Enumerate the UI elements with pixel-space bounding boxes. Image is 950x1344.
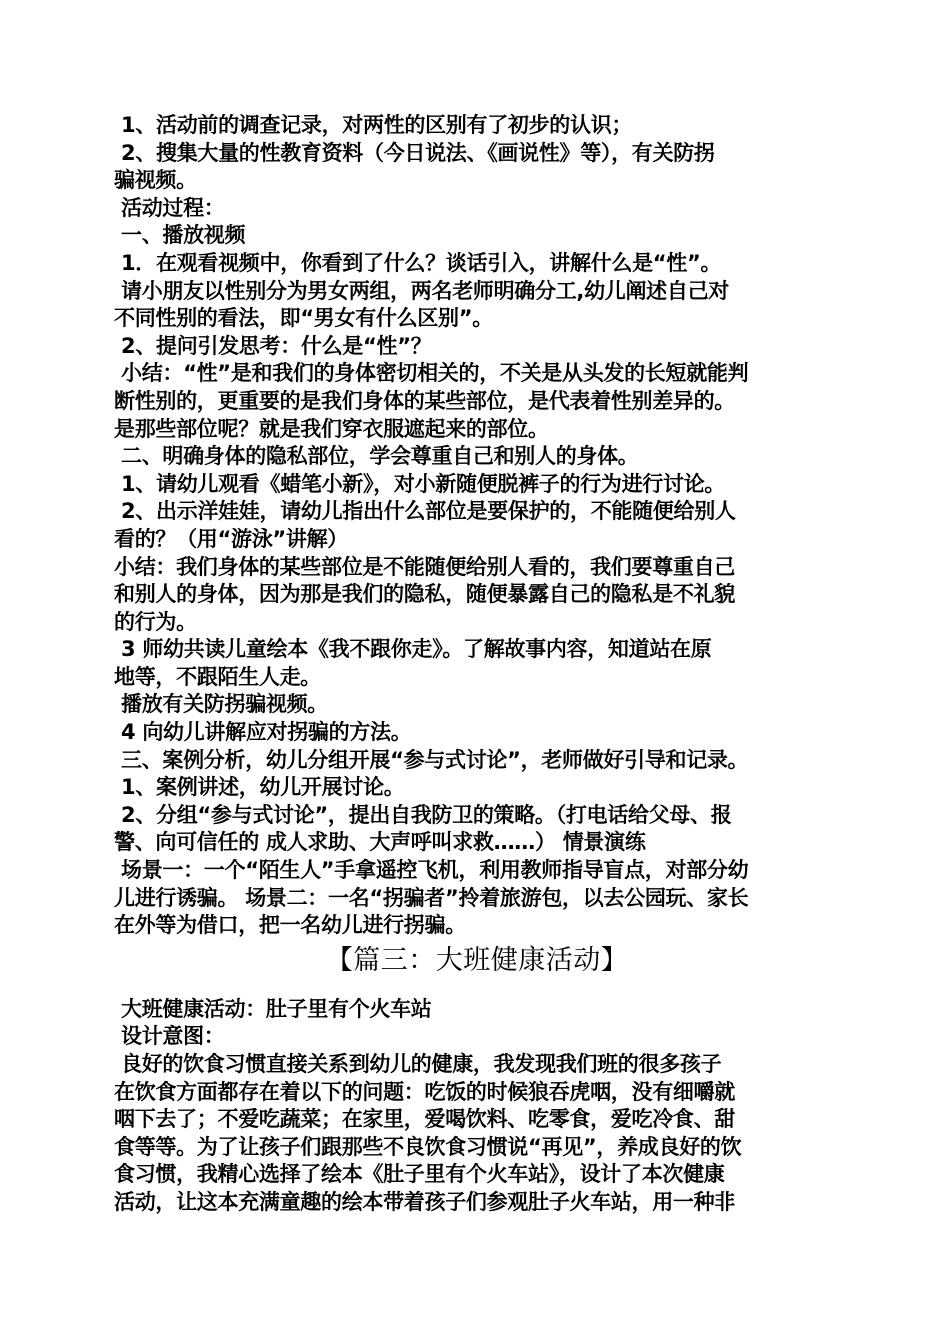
section-one-line: 一、播放视频: [121, 223, 246, 248]
section-one-line: 1．在观看视频中，你看到了什么？谈话引入，讲解什么是“性”。: [121, 250, 722, 275]
section-one-body: [114, 112, 840, 940]
section-one-line: 2、分组“参与式讨论”，提出自我防卫的策略。（打电话给父母、报: [121, 802, 732, 827]
section-one-line: 和别人的身体，因为那是我们的隐私，随便暴露自己的隐私是不礼貌: [114, 582, 735, 607]
section-one-line: 活动过程：: [121, 195, 225, 220]
section-one-line: 1、活动前的调查记录，对两性的区别有了初步的认识；: [121, 113, 633, 137]
section-two-body: [114, 996, 840, 1217]
section-two-line: 大班健康活动：肚子里有个火车站: [121, 996, 432, 1021]
section-two-line: 在饮食方面都存在着以下的问题：吃饭的时候狼吞虎咽，没有细嚼就: [114, 1079, 735, 1104]
section-one-line: 2、提问引发思考：什么是“性”？: [121, 333, 432, 358]
section-one-line: 播放有关防拐骗视频。: [121, 692, 328, 717]
section-one-line: 请小朋友以性别分为男女两组，两名老师明确分工,幼儿阐述自己对: [121, 278, 729, 303]
section-one-line: 地等，不跟陌生人走。: [114, 664, 321, 689]
section-one-line: 警、向可信任的 成人求助、大声呼叫求救……） 情景演练: [114, 830, 646, 855]
section-one-line: 不同性别的看法，即“男女有什么区别”。: [114, 306, 493, 331]
section-one-line: 断性别的，更重要的是我们身体的某些部位，是代表着性别差异的。: [114, 388, 735, 413]
section-one-line: 三、案例分析，幼儿分组开展“参与式讨论”，老师做好引导和记录。: [121, 747, 749, 772]
section-one-line: 场景一：一个“陌生人”手拿遥控飞机，利用教师指导盲点，对部分幼: [121, 858, 749, 883]
section-one-line: 看的？（用“游泳”讲解）: [114, 526, 349, 551]
section-two-line: 设计意图：: [121, 1024, 225, 1049]
section-two-line: 良好的饮食习惯直接关系到幼儿的健康，我发现我们班的很多孩子: [121, 1052, 722, 1076]
section-one-line: 儿进行诱骗。 场景二：一名“拐骗者”拎着旅游包，以去公园玩、家长: [114, 885, 749, 910]
section-one-line: 是那些部位呢？就是我们穿衣服遮起来的部位。: [114, 416, 549, 441]
section-one-line: 的行为。: [114, 609, 197, 634]
section-one-line: 1、请幼儿观看《蜡笔小新》，对小新随便脱裤子的行为进行讨论。: [121, 471, 726, 496]
section-one-line: 骗视频。: [114, 168, 197, 193]
section-two-line: 咽下去了；不爱吃蔬菜；在家里，爱喝饮料、吃零食，爱吃冷食、甜: [114, 1107, 735, 1132]
section-two-line: 活动，让这本充满童趣的绘本带着孩子们参观肚子火车站，用一种非: [114, 1189, 735, 1214]
section-title: 【篇三：大班健康活动】: [325, 944, 629, 976]
section-one-line: 1、案例讲述，幼儿开展讨论。: [121, 775, 405, 800]
section-two-line: 食等等。为了让孩子们跟那些不良饮食习惯说“再见”，养成良好的饮: [114, 1134, 742, 1159]
section-one-line: 2、出示洋娃娃，请幼儿指出什么部位是要保护的，不能随便给别人: [121, 499, 736, 524]
section-one-line: 3 师幼共读儿童绘本《我不跟你走》。了解故事内容，知道站在原: [121, 637, 712, 662]
document-page: [114, 112, 840, 1217]
section-two-line: 食习惯，我精心选择了绘本《肚子里有个火车站》，设计了本次健康: [114, 1162, 725, 1187]
section-one-line: 小结：我们身体的某些部位是不能随便给别人看的，我们要尊重自己: [114, 554, 735, 579]
section-one-line: 二、明确身体的隐私部位，学会尊重自己和别人的身体。: [121, 444, 639, 469]
section-one-line: 4 向幼儿讲解应对拐骗的方法。: [121, 720, 412, 745]
section-one-line: 小结：“性”是和我们的身体密切相关的，不关是从头发的长短就能判: [121, 361, 749, 386]
section-one-line: 在外等为借口，把一名幼儿进行拐骗。: [114, 913, 466, 938]
section-one-line: 2、搜集大量的性教育资料（今日说法、《画说性》等），有关防拐: [121, 140, 715, 165]
